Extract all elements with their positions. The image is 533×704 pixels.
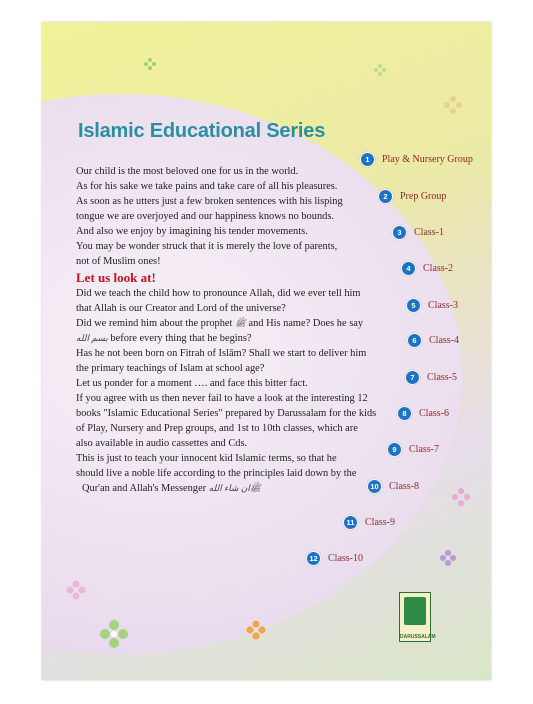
series-item-10[interactable] <box>367 479 419 494</box>
body-fragment: Did we remind him about the prophet <box>76 318 236 329</box>
honorific: ﷺ <box>235 318 246 328</box>
number-badge: 11 <box>343 515 358 530</box>
series-item-1[interactable] <box>360 152 473 167</box>
subheading: Let us look at! <box>76 270 156 285</box>
body-line: should live a noble life according to the principles laid down by the <box>76 468 357 479</box>
series-item-7[interactable] <box>405 370 457 385</box>
series-item-2[interactable] <box>378 189 446 204</box>
flower-icon <box>440 550 456 566</box>
body-line: of Play, Nursery and Prep groups, and 1st to 10th classes, which are <box>76 423 358 434</box>
series-label: Class-9 <box>365 517 395 528</box>
body-line: Let us ponder for a moment …. and face this bitter fact. <box>76 378 308 389</box>
number-badge: 12 <box>306 551 321 566</box>
series-item-4[interactable] <box>401 261 453 276</box>
series-label: Class-1 <box>414 227 444 238</box>
series-item-9[interactable] <box>387 442 439 457</box>
logo-text: DARUSSALAM <box>400 634 436 640</box>
number-badge: 5 <box>406 298 421 313</box>
series-label: Class-8 <box>389 481 419 492</box>
number-badge: 1 <box>360 152 375 167</box>
number-badge: 9 <box>387 442 402 457</box>
number-badge: 3 <box>392 225 407 240</box>
body-line: If you agree with us then never fail to have a look at the interesting 12 <box>76 393 368 404</box>
body-line: the primary teachings of Islam at school age? <box>76 363 265 374</box>
darussalam-logo <box>399 592 436 642</box>
series-label: Class-10 <box>328 553 363 564</box>
intro-line: And also we enjoy by imagining his tender movements. <box>76 226 308 237</box>
flower-icon <box>100 620 128 648</box>
honorific: ﷺ <box>249 483 261 493</box>
series-label: Class-5 <box>427 372 457 383</box>
body-line: also available in audio cassettes and Cds. <box>76 438 248 449</box>
series-label: Class-7 <box>409 444 439 455</box>
inshallah: ان شاء الله <box>208 483 250 493</box>
flower-icon <box>246 620 266 640</box>
series-item-5[interactable] <box>406 298 458 313</box>
intro-line: tongue we are overjoyed and our happiness knows no bounds. <box>76 211 334 222</box>
series-label: Class-3 <box>428 300 458 311</box>
number-badge: 7 <box>405 370 420 385</box>
flower-icon <box>144 58 156 70</box>
series-item-12[interactable] <box>306 551 363 566</box>
series-item-8[interactable] <box>397 406 449 421</box>
number-badge: 10 <box>367 479 382 494</box>
body-line: books "Islamic Educational Series" prepared by Darussalam for the kids <box>76 408 377 419</box>
intro-line: Our child is the most beloved one for us in the world. <box>76 166 299 177</box>
body-line: This is just to teach your innocent kid Islamic terms, so that he <box>76 453 337 464</box>
body-line <box>76 481 376 496</box>
body-fragment: and His name? Does he say <box>245 318 364 329</box>
intro-line: As for his sake we take pains and take care of all his pleasures. <box>76 181 338 192</box>
series-label: Class-2 <box>423 263 453 274</box>
series-item-3[interactable] <box>392 225 444 240</box>
series-item-6[interactable] <box>407 333 459 348</box>
bismillah: بسم الله <box>76 333 108 343</box>
body-line <box>76 316 376 331</box>
flower-icon <box>444 96 462 114</box>
logo-emblem <box>404 597 426 625</box>
body-line: Has he not been born on Fitrah of Islām? Shall we start to deliver him <box>76 348 367 359</box>
body-line: Did we teach the child how to pronounce Allah, did we ever tell him <box>76 288 361 299</box>
flower-icon <box>374 64 386 76</box>
body-line <box>76 331 376 346</box>
number-badge: 6 <box>407 333 422 348</box>
intro-line: You may be wonder struck that it is merely the love of parents, <box>76 241 338 252</box>
number-badge: 8 <box>397 406 412 421</box>
body-fragment: before every thing that he begins? <box>107 333 252 344</box>
series-label: Prep Group <box>400 191 447 202</box>
flower-icon <box>66 580 86 600</box>
intro-line: not of Muslim ones! <box>76 256 161 267</box>
page-title: Islamic Educational Series <box>78 120 326 142</box>
series-label: Class-4 <box>429 335 459 346</box>
body-line: that Allah is our Creator and Lord of the universe? <box>76 303 286 314</box>
series-label: Class-6 <box>419 408 449 419</box>
flyer-page <box>42 22 491 680</box>
flower-icon <box>452 488 470 506</box>
series-item-11[interactable] <box>343 515 395 530</box>
intro-line: As soon as he utters just a few broken sentences with his lisping <box>76 196 343 207</box>
number-badge: 4 <box>401 261 416 276</box>
series-label: Play & Nursery Group <box>382 154 473 165</box>
number-badge: 2 <box>378 189 393 204</box>
body-text <box>76 164 376 496</box>
body-fragment: Qur'an and Allah's Messenger <box>82 483 209 494</box>
